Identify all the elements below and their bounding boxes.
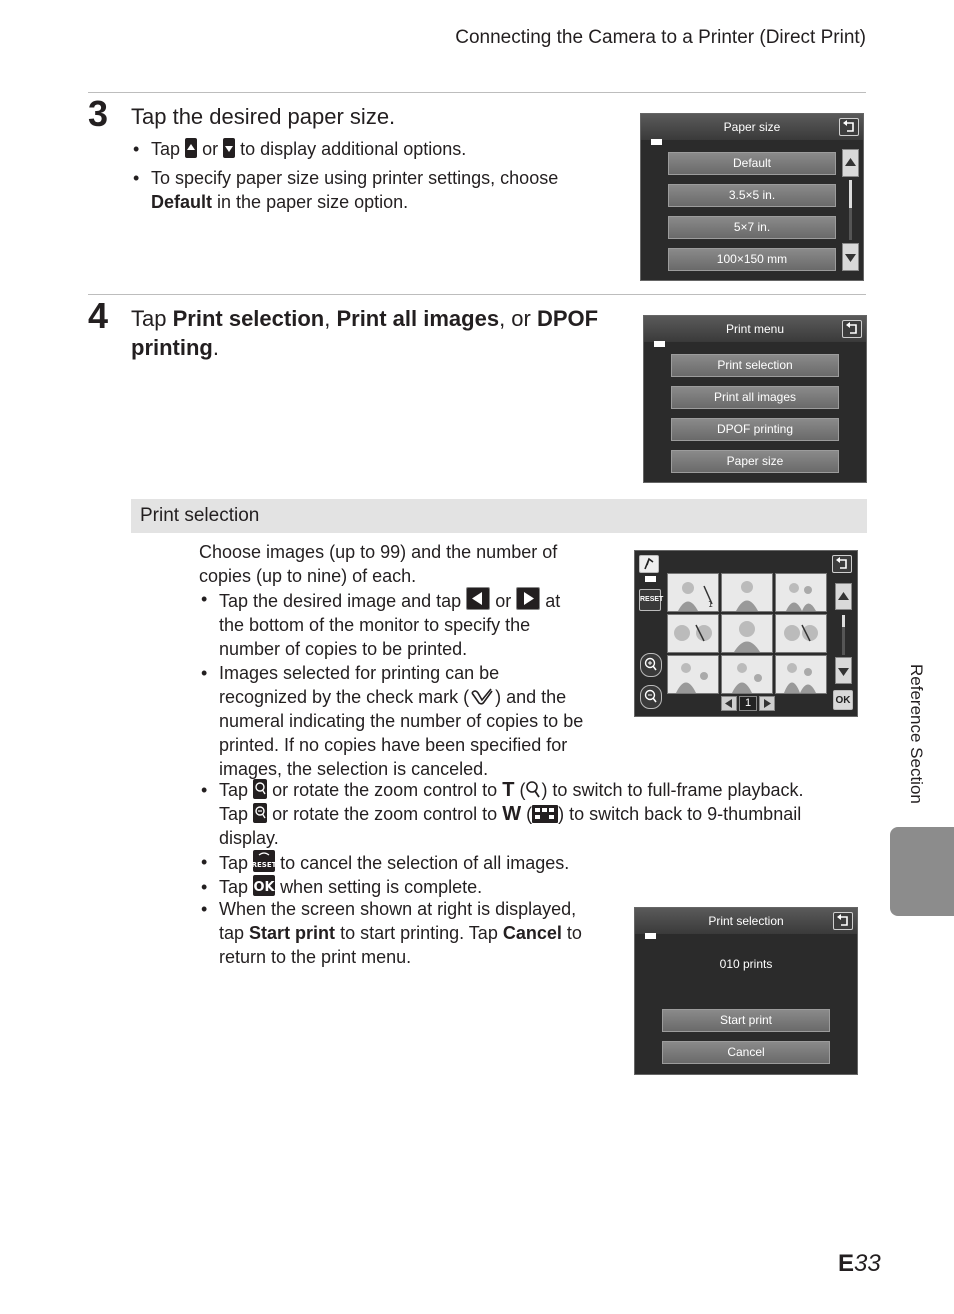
scrollbar-track[interactable] <box>849 180 852 240</box>
option-print-selection[interactable]: Print selection <box>671 354 839 377</box>
print-selection-intro: Choose images (up to 99) and the number of copies (up to nine) of each. <box>199 542 558 586</box>
zoom-out-button[interactable] <box>640 685 662 709</box>
copies-increase-button[interactable] <box>759 696 775 711</box>
right-arrow-icon <box>516 587 540 610</box>
scroll-down-icon <box>223 138 235 158</box>
step-3-bullets <box>131 137 591 214</box>
page-number: E33 <box>838 1250 881 1277</box>
thumbnail-8[interactable] <box>721 655 773 694</box>
option-100x150[interactable]: 100×150 mm <box>668 248 836 271</box>
back-icon[interactable] <box>842 320 862 338</box>
scroll-down-button[interactable] <box>835 657 852 684</box>
print-count: 010 prints <box>719 957 773 971</box>
list-item: • Tap or to display additional options. <box>131 137 591 161</box>
list-item: • To specify paper size using printer settings, choose Default in the paper size option. <box>131 166 591 214</box>
print-icon <box>639 555 659 573</box>
thumbnail-grid-icon <box>532 805 558 823</box>
scrollbar-thumb[interactable] <box>842 615 845 627</box>
print-selection-bullets-a <box>199 587 589 781</box>
list-item: • When the screen shown at right is displayed, tap Start print to start printing. Tap Cancel to return to the print menu. <box>199 897 599 969</box>
ok-button[interactable]: OK <box>833 690 853 710</box>
battery-icon <box>651 139 662 145</box>
battery-icon <box>645 576 656 582</box>
section-thumb-tab <box>890 827 954 916</box>
print-selection-bullets-b <box>199 778 859 899</box>
check-mark-icon <box>469 687 495 705</box>
zoom-in-icon <box>253 779 267 799</box>
scroll-down-button[interactable] <box>842 243 859 271</box>
list-item: • Images selected for printing can be recognized by the check mark ( ) and the numeral indicating the number of copies to be printed. If no copies have been specified for images, the selection is canceled. <box>199 661 589 781</box>
option-default[interactable]: Default <box>668 152 836 175</box>
back-icon[interactable] <box>839 118 859 136</box>
step-4-title: Tap Print selection, Print all images, or DPOF printing. <box>131 306 599 360</box>
thumbnail-6[interactable] <box>775 614 827 653</box>
svg-text:1: 1 <box>708 600 714 609</box>
list-item: • Tap OK when setting is complete. <box>199 875 859 899</box>
list-item: • Tap or rotate the zoom control to T ( ) to switch to full-frame playback. Tap or rotate the zoom control to W ( ) to switch back to 9-thumbnail display. <box>199 778 859 850</box>
reset-button[interactable]: RESET <box>639 589 661 611</box>
section-heading-bar <box>131 499 867 533</box>
magnifier-icon <box>525 780 541 798</box>
option-3x5[interactable]: 3.5×5 in. <box>668 184 836 207</box>
thumbnail-1[interactable] <box>667 573 719 612</box>
ok-icon <box>253 875 275 896</box>
cancel-button[interactable]: Cancel <box>662 1041 830 1064</box>
thumbnail-5[interactable] <box>721 614 773 653</box>
list-item: • Tap RESET to cancel the selection of all images. <box>199 850 859 875</box>
left-arrow-icon <box>466 587 490 610</box>
step-3-title: Tap the desired paper size. <box>131 104 396 129</box>
paper-size-screen <box>640 113 864 281</box>
list-item: • Tap the desired image and tap or at the bottom of the monitor to specify the number of copies to be printed. <box>199 587 589 661</box>
option-paper-size[interactable]: Paper size <box>671 450 839 473</box>
scroll-up-icon <box>185 138 197 158</box>
battery-icon <box>654 341 665 347</box>
option-print-all-images[interactable]: Print all images <box>671 386 839 409</box>
back-icon[interactable] <box>833 912 853 930</box>
reference-section-icon: E <box>838 1250 855 1277</box>
print-menu-screen <box>643 315 867 483</box>
screen-title: Paper size <box>641 114 863 140</box>
section-side-label: Reference Section <box>907 664 926 804</box>
thumbnail-7[interactable] <box>667 655 719 694</box>
scrollbar-track[interactable] <box>842 615 845 655</box>
reset-icon <box>253 850 275 872</box>
svg-text:RESET: RESET <box>251 861 277 869</box>
thumbnail-selection-screen <box>634 550 858 717</box>
option-dpof-printing[interactable]: DPOF printing <box>671 418 839 441</box>
thumbnail-3[interactable] <box>775 573 827 612</box>
step-3-number: 3 <box>88 93 109 134</box>
svg-text:OK: OK <box>253 880 275 895</box>
thumbnail-2[interactable] <box>721 573 773 612</box>
zoom-in-button[interactable] <box>640 653 662 677</box>
copies-decrease-button[interactable] <box>721 696 737 711</box>
battery-icon <box>645 933 656 939</box>
copies-count: 1 <box>739 696 757 711</box>
thumbnail-4[interactable] <box>667 614 719 653</box>
scroll-up-button[interactable] <box>842 149 859 177</box>
section-heading: Print selection <box>140 505 260 526</box>
print-confirm-screen <box>634 907 858 1075</box>
scroll-up-button[interactable] <box>835 583 852 610</box>
option-5x7[interactable]: 5×7 in. <box>668 216 836 239</box>
running-header: Connecting the Camera to a Printer (Direct Print) <box>455 27 866 48</box>
scrollbar-thumb[interactable] <box>849 180 852 208</box>
step-4-number: 4 <box>88 295 109 336</box>
back-icon[interactable] <box>832 555 852 573</box>
zoom-out-icon <box>253 803 267 823</box>
start-print-button[interactable]: Start print <box>662 1009 830 1032</box>
print-selection-bullets-c <box>199 897 599 969</box>
thumbnail-9[interactable] <box>775 655 827 694</box>
screen-title: Print selection <box>635 908 857 934</box>
screen-title: Print menu <box>644 316 866 342</box>
divider <box>88 294 866 295</box>
divider <box>88 92 866 93</box>
